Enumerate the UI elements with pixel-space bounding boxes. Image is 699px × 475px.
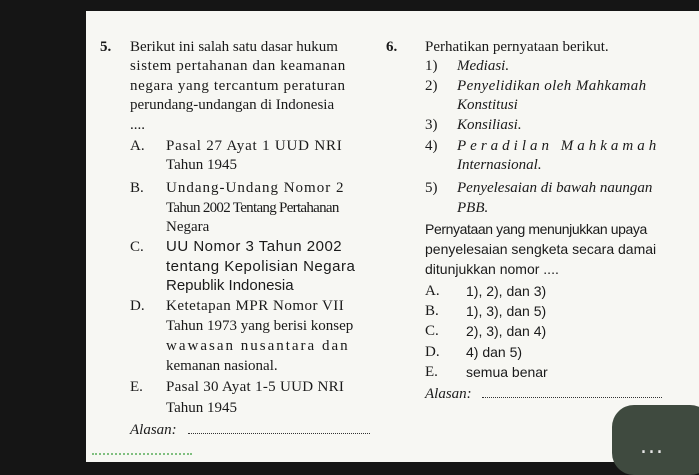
q5-option-e-line-1: Pasal 30 Ayat 1-5 UUD NRI xyxy=(166,379,345,395)
q6-item-3-number: 3) xyxy=(425,117,438,133)
q6-question-line-2: penyelesaian sengketa secara damai xyxy=(425,241,657,257)
q6-item-1-text: Mediasi. xyxy=(457,58,510,74)
q5-stem-line-4: perundang-undangan di Indonesia xyxy=(130,97,335,113)
q5-stem-line-1: Berikut ini salah satu dasar hukum xyxy=(130,39,338,55)
q5-option-a-line-1: Pasal 27 Ayat 1 UUD NRI xyxy=(166,138,343,154)
q6-item-5-line-1: Penyelesaian di bawah naungan xyxy=(457,180,653,196)
q5-option-a-line-2: Tahun 1945 xyxy=(166,157,238,173)
q5-option-b-line-3: Negara xyxy=(166,219,210,235)
q5-option-c-line-2: tentang Kepolisian Negara xyxy=(166,258,356,275)
q5-option-b-line-2: Tahun 2002 Tentang Pertahanan xyxy=(166,200,339,216)
q6-option-e-text: semua benar xyxy=(466,364,548,380)
q6-item-4-line-1: Peradilan Mahkamah xyxy=(457,138,661,154)
more-dots-icon: ... xyxy=(640,434,664,459)
q5-option-d-line-2: Tahun 1973 yang berisi konsep xyxy=(166,318,354,334)
q5-option-c-line-1: UU Nomor 3 Tahun 2002 xyxy=(166,238,343,255)
q5-stem-line-5: .... xyxy=(130,117,145,133)
q5-option-d-letter: D. xyxy=(130,298,145,314)
q5-option-d-line-1: Ketetapan MPR Nomor VII xyxy=(166,298,345,314)
q6-intro: Perhatikan pernyataan berikut. xyxy=(425,39,609,55)
q5-option-c-line-3: Republik Indonesia xyxy=(166,277,294,294)
q6-option-c-letter: C. xyxy=(425,323,439,339)
decorative-dotted-strip xyxy=(92,453,192,458)
q6-option-d-letter: D. xyxy=(425,344,440,360)
q5-stem-line-3: negara yang tercantum peraturan xyxy=(130,78,346,94)
q6-option-a-letter: A. xyxy=(425,283,440,299)
q6-option-a-text: 1), 2), dan 3) xyxy=(466,283,547,299)
q6-question-line-1: Pernyataan yang menunjukkan upaya xyxy=(425,221,647,237)
q6-option-c-text: 2), 3), dan 4) xyxy=(466,323,547,339)
q5-number: 5. xyxy=(100,39,112,55)
q6-question-line-3: ditunjukkan nomor .... xyxy=(425,261,559,277)
q5-option-e-line-2: Tahun 1945 xyxy=(166,400,238,416)
q6-item-4-line-2: Internasional. xyxy=(457,157,542,173)
q5-option-b-letter: B. xyxy=(130,180,144,196)
q5-option-e-letter: E. xyxy=(130,379,143,395)
q6-item-1-number: 1) xyxy=(425,58,438,74)
q6-item-2-number: 2) xyxy=(425,78,438,94)
q6-option-b-text: 1), 3), dan 5) xyxy=(466,303,547,319)
q6-option-d-text: 4) dan 5) xyxy=(466,344,523,360)
q6-reason-label: Alasan: xyxy=(425,386,472,402)
q6-item-5-number: 5) xyxy=(425,180,438,196)
q5-stem-line-2: sistem pertahanan dan keamanan xyxy=(130,58,346,74)
q6-option-b-letter: B. xyxy=(425,303,439,319)
q5-option-d-line-4: kemanan nasional. xyxy=(166,358,278,374)
q6-item-3-text: Konsiliasi. xyxy=(457,117,522,133)
q6-item-5-line-2: PBB. xyxy=(457,200,489,216)
q5-reason-answer-line[interactable] xyxy=(188,433,370,434)
q6-reason-answer-line[interactable] xyxy=(482,397,662,398)
q5-option-b-line-1: Undang-Undang Nomor 2 xyxy=(166,180,345,196)
q6-item-2-line-2: Konstitusi xyxy=(457,97,518,113)
q6-number: 6. xyxy=(386,39,398,55)
q5-option-d-line-3: wawasan nusantara dan xyxy=(166,338,350,354)
q5-option-a-letter: A. xyxy=(130,138,145,154)
q6-option-e-letter: E. xyxy=(425,364,438,380)
q6-item-2-line-1: Penyelidikan oleh Mahkamah xyxy=(457,78,647,94)
q5-reason-label: Alasan: xyxy=(130,422,177,438)
q6-item-4-number: 4) xyxy=(425,138,438,154)
q5-option-c-letter: C. xyxy=(130,239,144,255)
